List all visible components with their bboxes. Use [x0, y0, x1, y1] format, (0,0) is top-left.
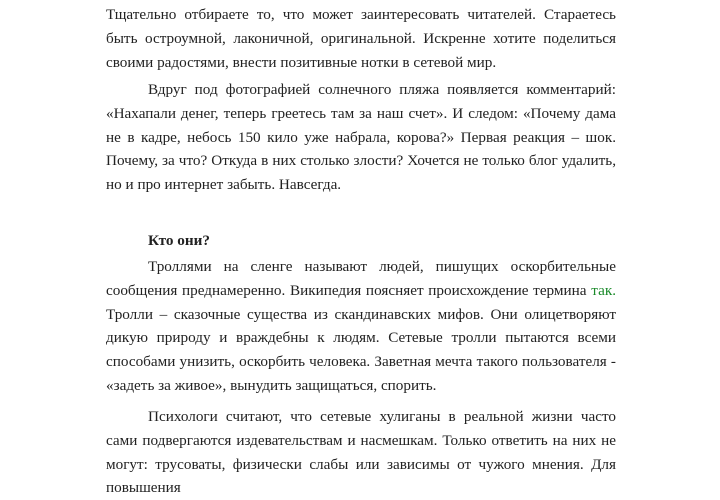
section-heading: Кто они?: [148, 232, 210, 249]
paragraph-comment-story: Вдруг под фотографией солнечного пляжа появляется комментарий: «Нахапали денег, теперь греетесь там за наш счет». И следом: «Почему дама не в кадре, небось 150 кило уже набрала, корова?» Первая реакция – шок. Почему, за что? Откуда в них столько злости? Хочется не только блог удалить, но и про интернет забыть. Навсегда.: [106, 81, 616, 194]
paragraph-psychologists: Психологи считают, что сетевые хулиганы в реальной жизни часто сами подвергаются издевательствам и насмешкам. Только ответить на них не могут: трусоваты, физически слабы или зависимы от чужого мнения. Для повышения: [106, 408, 616, 497]
trolls-text-end: Тролли – сказочные существа из скандинавских мифов. Они олицетворяют дикую природу и враждебны к людям. Сетевые тролли пытаются всеми способами унизить, оскорбить человека. Заветная мечта такого пользователя - «задеть за живое», вынудить защищаться, спорить.: [106, 305, 616, 394]
trolls-text-start: Троллями на сленге называют людей, пишущих оскорбительные сообщения преднамеренно. Википедия поясняет происхождение термина: [106, 258, 616, 299]
paragraph-intro: Тщательно отбираете то, что может заинтересовать читателей. Стараетесь быть остроумной, лаконичной, оригинальной. Искренне хотите поделиться своими радостями, внести позитивные нотки в сетевой мир.: [106, 6, 616, 71]
wikipedia-link[interactable]: так.: [591, 281, 616, 299]
paragraph-trolls-definition: [106, 255, 616, 398]
